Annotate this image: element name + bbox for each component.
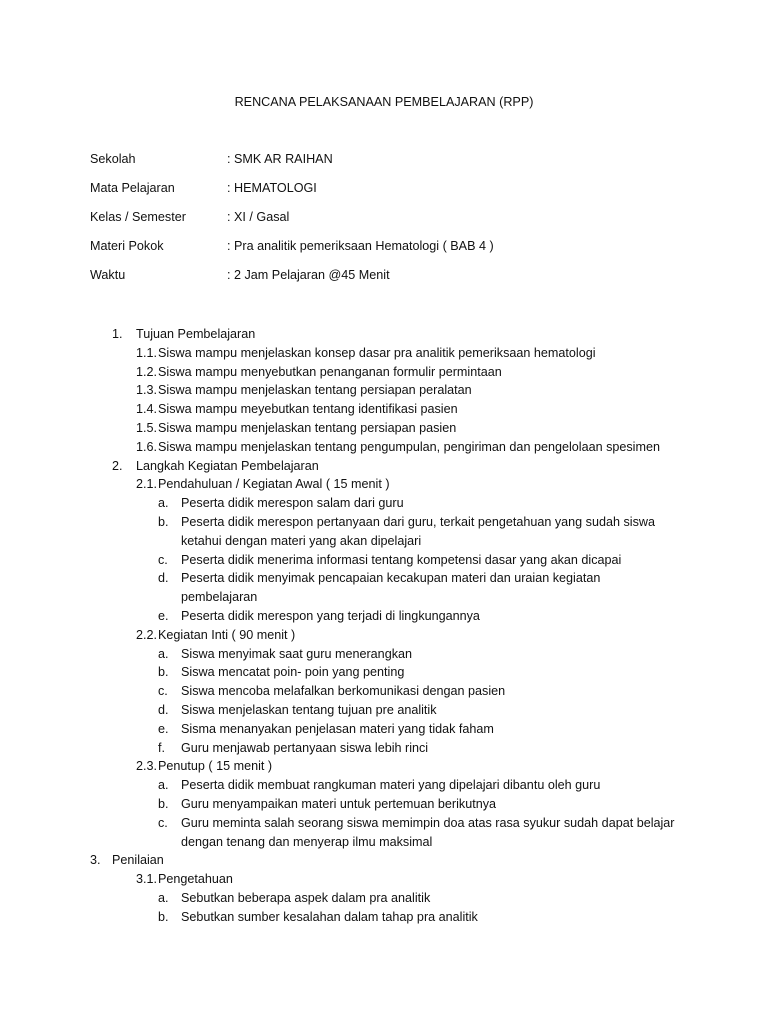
info-label: Sekolah xyxy=(90,152,136,166)
document-title: RENCANA PELAKSANAAN PEMBELAJARAN (RPP) xyxy=(234,95,534,109)
section-number: 3. xyxy=(90,853,101,868)
list-item-text: Sisma menanyakan penjelasan materi yang tidak faham xyxy=(181,721,494,736)
objective-text: Siswa mampu menyebutkan penanganan formulir permintaan xyxy=(158,364,502,379)
info-value: : 2 Jam Pelajaran @45 Menit xyxy=(227,268,390,282)
list-item-letter: e. xyxy=(158,609,169,623)
list-item-letter: a. xyxy=(158,496,169,511)
info-value: : Pra analitik pemeriksaan Hematologi ( BAB 4 ) xyxy=(227,239,494,253)
info-label: Mata Pelajaran xyxy=(90,181,175,195)
list-item-letter: b. xyxy=(158,797,169,811)
list-item-text: Sebutkan beberapa aspek dalam pra analitik xyxy=(181,891,431,905)
list-item-letter: d. xyxy=(158,571,169,586)
info-value: : SMK AR RAIHAN xyxy=(227,152,333,166)
list-item-text: Siswa mencatat poin- poin yang penting xyxy=(181,665,405,680)
section-number: 1. xyxy=(112,327,123,341)
list-item-text: Peserta didik menyimak pencapaian kecakupan materi dan uraian kegiatan xyxy=(181,571,601,586)
info-value: : XI / Gasal xyxy=(227,210,290,224)
info-label: Waktu xyxy=(90,268,126,282)
subsection-title: Pendahuluan / Kegiatan Awal ( 15 menit ) xyxy=(158,477,390,492)
list-item-letter: a. xyxy=(158,646,169,661)
section-number: 2. xyxy=(112,458,123,473)
list-item-text: Guru menjawab pertanyaan siswa lebih rinci xyxy=(181,740,429,755)
objective-number: 1.3. xyxy=(136,383,158,398)
objective-text: Siswa mampu menjelaskan konsep dasar pra analitik pemeriksaan hematologi xyxy=(158,345,596,360)
list-item-letter: b. xyxy=(158,515,169,529)
list-item-letter: c. xyxy=(158,815,168,830)
info-label: Materi Pokok xyxy=(90,239,164,253)
section-title: Penilaian xyxy=(112,853,164,868)
objective-number: 1.6. xyxy=(136,439,158,454)
objective-text: Siswa mampu menjelaskan tentang persiapan pasien xyxy=(158,421,457,435)
objective-number: 1.1. xyxy=(136,345,158,360)
list-item-text: Siswa mencoba melafalkan berkomunikasi dengan pasien xyxy=(181,684,506,699)
list-item-letter: a. xyxy=(158,891,169,905)
list-item-text: Sebutkan sumber kesalahan dalam tahap pra analitik xyxy=(181,909,478,924)
list-item-text: Siswa menjelaskan tentang tujuan pre analitik xyxy=(181,703,437,717)
list-item-letter: d. xyxy=(158,703,169,717)
list-item-letter: f. xyxy=(158,740,165,755)
objective-text: Siswa mampu meyebutkan tentang identifikasi pasien xyxy=(158,402,458,417)
section-title: Langkah Kegiatan Pembelajaran xyxy=(136,458,319,473)
list-item-text: Peserta didik merespon pertanyaan dari guru, terkait pengetahuan yang sudah siswa xyxy=(181,515,655,529)
list-item-text: ketahui dengan materi yang akan dipelajari xyxy=(181,533,422,548)
subsection-number: 3.1. xyxy=(136,872,158,887)
list-item-letter: c. xyxy=(158,684,168,699)
list-item-letter: e. xyxy=(158,721,169,736)
list-item-text: Peserta didik menerima informasi tentang kompetensi dasar yang akan dicapai xyxy=(181,552,622,567)
section-title: Tujuan Pembelajaran xyxy=(136,327,256,341)
subsection-title: Kegiatan Inti ( 90 menit ) xyxy=(158,627,296,642)
list-item-letter: a. xyxy=(158,778,169,793)
list-item-text: Siswa menyimak saat guru menerangkan xyxy=(181,646,412,661)
info-value: : HEMATOLOGI xyxy=(227,181,317,195)
subsection-title: Pengetahuan xyxy=(158,872,233,887)
list-item-letter: b. xyxy=(158,909,169,924)
list-item-text: Guru meminta salah seorang siswa memimpin doa atas rasa syukur sudah dapat belajar xyxy=(181,815,675,830)
objective-text: Siswa mampu menjelaskan tentang pengumpulan, pengiriman dan pengelolaan spesimen xyxy=(158,439,660,454)
list-item-text: pembelajaran xyxy=(181,590,258,605)
list-item-text: dengan tenang dan menyerap ilmu maksimal xyxy=(181,834,433,849)
list-item-text: Peserta didik merespon yang terjadi di lingkungannya xyxy=(181,609,480,623)
objective-text: Siswa mampu menjelaskan tentang persiapan peralatan xyxy=(158,383,472,398)
objective-number: 1.5. xyxy=(136,421,158,435)
subsection-number: 2.2. xyxy=(136,627,158,642)
list-item-text: Peserta didik merespon salam dari guru xyxy=(181,496,404,511)
list-item-letter: b. xyxy=(158,665,169,680)
subsection-number: 2.3. xyxy=(136,759,158,774)
info-label: Kelas / Semester xyxy=(90,210,186,224)
subsection-title: Penutup ( 15 menit ) xyxy=(158,759,273,774)
objective-number: 1.4. xyxy=(136,402,158,417)
subsection-number: 2.1. xyxy=(136,477,158,492)
list-item-letter: c. xyxy=(158,552,168,567)
list-item-text: Peserta didik membuat rangkuman materi yang dipelajari dibantu oleh guru xyxy=(181,778,601,793)
objective-number: 1.2. xyxy=(136,364,158,379)
list-item-text: Guru menyampaikan materi untuk pertemuan berikutnya xyxy=(181,797,497,811)
